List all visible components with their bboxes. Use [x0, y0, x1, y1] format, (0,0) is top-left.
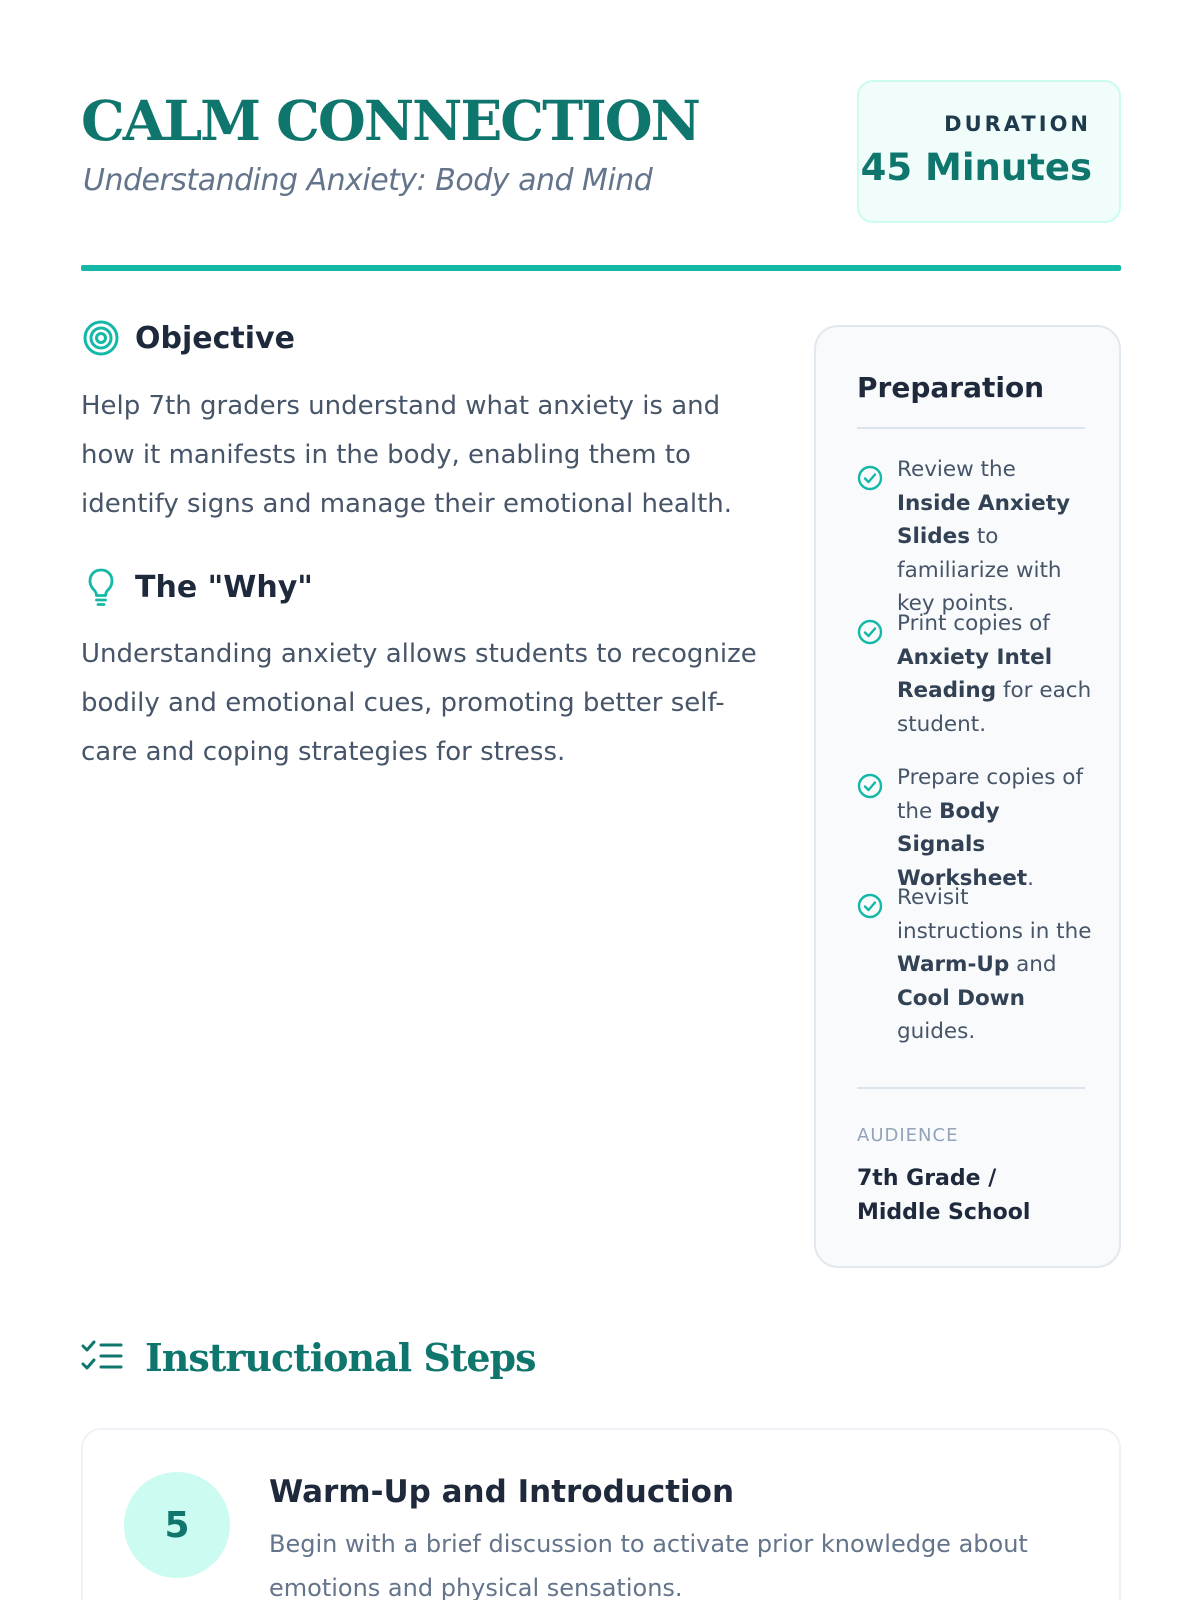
preparation-title: Preparation — [857, 371, 1045, 404]
preparation-divider — [857, 427, 1085, 429]
header-divider — [81, 265, 1121, 271]
lightbulb-icon — [81, 567, 121, 607]
audience-divider — [857, 1087, 1085, 1089]
duration-label: DURATION — [944, 112, 1091, 136]
page-title: CALM CONNECTION — [81, 88, 699, 153]
audience-value: 7th Grade / Middle School — [857, 1166, 1031, 1225]
duration-card — [857, 80, 1121, 223]
objective-title: Objective — [135, 320, 295, 356]
why-title: The "Why" — [135, 569, 313, 605]
why-text: Understanding anxiety allows students to recognize bodily and emotional cues, promoting better self-care and coping strategies for stress. — [81, 639, 757, 767]
step-description: Begin with a brief discussion to activate prior knowledge about emotions and physical sensations. — [269, 1530, 1028, 1600]
audience-label: AUDIENCE — [857, 1125, 959, 1146]
step-title: Warm-Up and Introduction — [269, 1474, 735, 1510]
steps-title: Instructional Steps — [145, 1335, 536, 1380]
step-card — [81, 1428, 1121, 1600]
page-subtitle: Understanding Anxiety: Body and Mind — [83, 163, 653, 198]
checklist-icon — [81, 1338, 123, 1378]
check-circle-icon — [857, 619, 883, 645]
objective-text: Help 7th graders understand what anxiety is and how it manifests in the body, enabling them to identify signs and manage their emotional health. — [81, 391, 733, 519]
why-heading — [81, 567, 313, 607]
duration-value: 45 Minutes — [860, 146, 1092, 189]
header — [81, 80, 1121, 230]
objective-heading — [81, 318, 295, 358]
check-circle-icon — [857, 465, 883, 491]
lesson-plan-page — [81, 0, 1121, 1600]
steps-heading — [81, 1335, 536, 1380]
target-icon — [81, 318, 121, 358]
preparation-panel: Preparation Review the Inside Anxiety Slides to familiarize with key points. Print copies of Anxiety Intel Reading for each student. Prepare copies of the Body Signals Worksheet. Revisit instructions in the Warm-Up and Cool Down guides. AUDIENCE 7th Grade / Middle School — [814, 325, 1121, 1268]
check-circle-icon — [857, 893, 883, 919]
step-number-badge: 5 — [124, 1472, 230, 1578]
check-circle-icon — [857, 773, 883, 799]
